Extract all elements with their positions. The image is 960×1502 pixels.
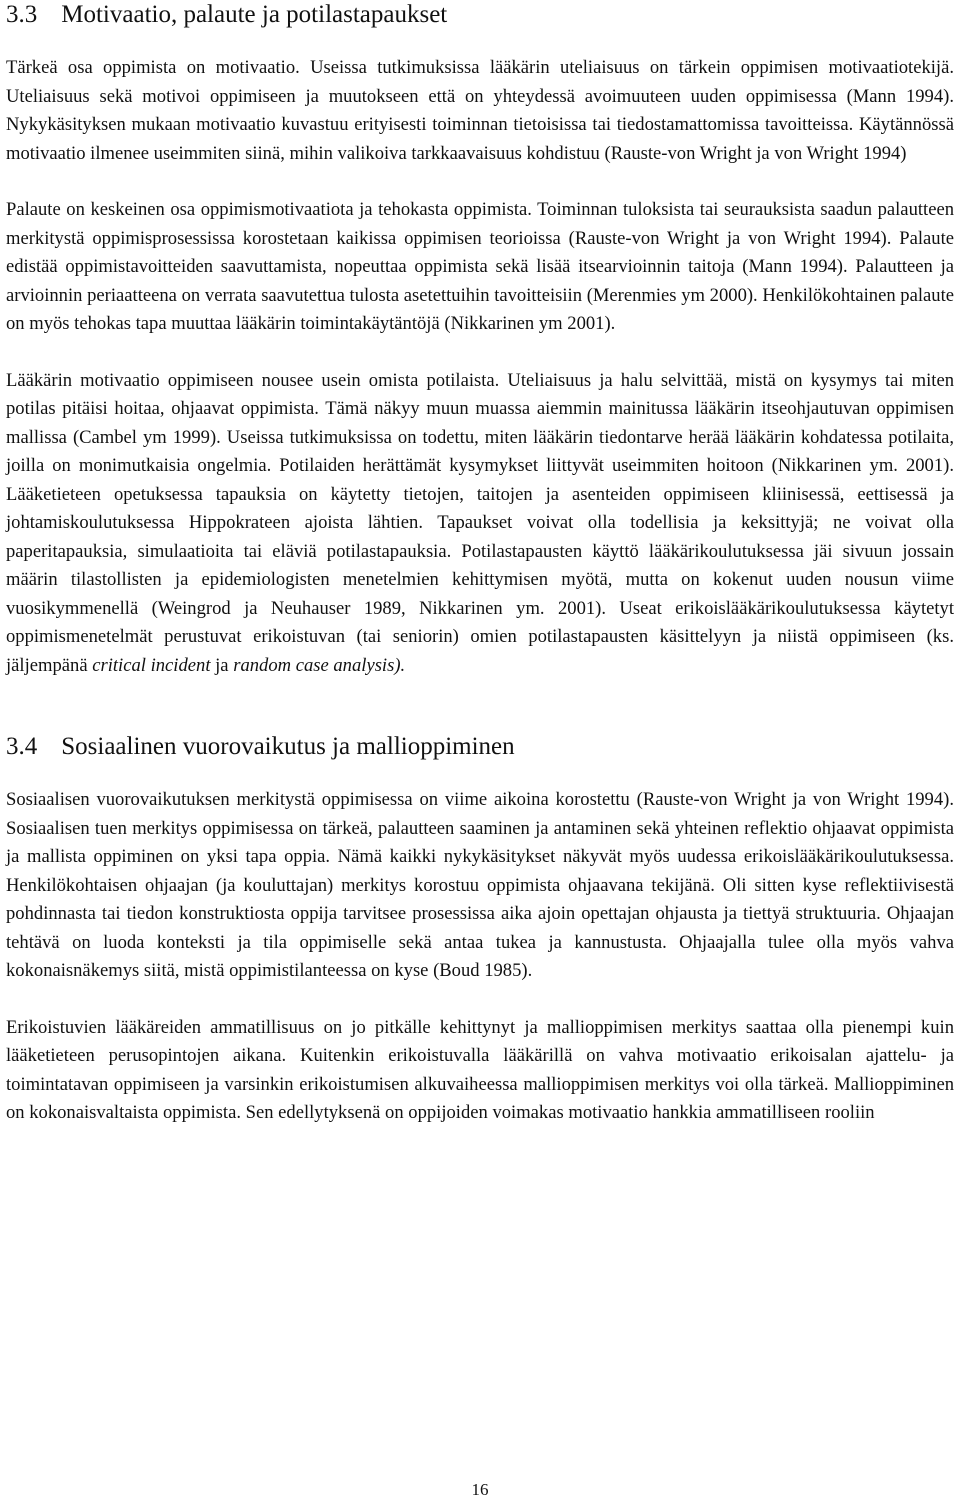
- paragraph-motivation: Tärkeä osa oppimista on motivaatio. Useissa tutkimuksissa lääkärin uteliaisuus on tärkein oppimisen motivaatiotekijä. Uteliaisuus sekä motivoi oppimiseen ja muutokseen että on yhteydessä avoimuuteen uuden oppimisessa (Mann 1994). Nykykäsityksen mukaan motivaatio kuvastuu erityisesti toiminnan tietoisissa tai tiedostamattomissa tavoitteissa. Käytännössä motivaatio ilmenee useimmiten siinä, mihin valikoiva tarkkaavaisuus kohdistuu (Rauste-von Wright ja von Wright 1994): [6, 57, 954, 164]
- section-title: Sosiaalinen vuorovaikutus ja mallioppiminen: [61, 733, 515, 760]
- paragraph-model-learning: Erikoistuvien lääkäreiden ammatillisuus on jo pitkälle kehittynyt ja mallioppimisen merkitys saattaa olla pienempi kuin lääketieteen perusopintojen aikana. Kuitenkin erikoistuvalla lääkärillä on vahva motivaatio erikoisalan ajattelu- ja toimintatavan oppimiseen ja varsinkin erikoistumisen alkuvaiheessa mallioppimisen merkitys voi olla tärkeä. Mallioppiminen on kokonaisvaltaista oppimista. Sen edellytyksenä on oppijoiden voimakas motivaatio hankkia ammatilliseen rooliin: [6, 1016, 954, 1123]
- paragraph-feedback: Palaute on keskeinen osa oppimismotivaatiota ja tehokasta oppimista. Toiminnan tuloksista tai seurauksista saadun palautteen merkitystä oppimisprosessissa korostetaan kaikissa oppimisen teorioissa (Rauste-von Wright ja von Wright 1994). Palaute edistää oppimistavoitteiden saavuttamista, nopeuttaa oppimista sekä lisää itsearvioinnin taitoja (Mann 1994). Palautteen ja arvioinnin periaatteena on verrata saavutettua tulosta asetettuihin tavoitteisiin (Merenmies ym 2000). Henkilökohtainen palaute on myös tehokas tapa muuttaa lääkärin toimintakäytäntöjä (Nikkarinen ym 2001).: [6, 199, 954, 334]
- section-heading-3-3: [6, 0, 954, 30]
- section-number: 3.3: [6, 1, 38, 28]
- paragraph-patient-cases: [6, 367, 954, 681]
- paragraph-social-interaction: Sosiaalisen vuorovaikutuksen merkitystä oppimisessa on viime aikoina korostettu (Rauste-von Wright ja von Wright 1994). Sosiaalisen tuen merkitys oppimisessa on tärkeä, palautteen saaminen ja antaminen sekä yhteinen reflektio ohjaavat oppimista ja mallista oppiminen on yksi tapa oppia. Nämä kaikki nykykäsitykset näkyvät myös uudessa erikoislääkärikoulutuksessa. Henkilökohtaisen ohjaajan (ja kouluttajan) merkitys korostuu oppimista ohjaavana tekijänä. Oli sitten kyse reflektiivisestä pohdinnasta tai tiedon konstruktiosta oppija tarvitsee prosessissa aika ajoin opettajan ohjausta ja tiettyä struktuuria. Ohjaajan tehtävä on luoda konteksti ja tila oppimiselle sekä antaa tukea ja kannustusta. Ohjaajalla tulee olla myös vahva kokonaisnäkemys siitä, mistä oppimistilanteessa on kyse (Boud 1985).: [6, 789, 954, 981]
- document-page: [6, 0, 954, 1128]
- connector-text: ja: [210, 654, 234, 676]
- term-critical-incident: critical incident: [92, 654, 211, 676]
- patient-cases-text: Lääkärin motivaatio oppimiseen nousee usein omista potilaista. Uteliaisuus ja halu selvittää, mistä on kysymys tai miten potilas pitäisi hoitaa, ohjaavat oppimista. Tämä näkyy muun muassa aiemmin mainitussa lääkärin itseohjautuvan oppimisen mallissa (Cambel ym 1999). Useissa tutkimuksissa on todettu, miten lääkärin tiedontarve herää lääkärin kohdatessa potilaita, joilla on monimutkaisia ongelmia. Potilaiden herättämät kysymykset liittyvät useimmiten hoitoon (Nikkarinen ym. 2001). Lääketieteen opetuksessa tapauksia on käytetty tietojen, taitojen ja asenteiden oppimiseen kliinisessä, eettisessä ja johtamiskoulutuksessa Hippokrateen ajoista lähtien. Tapaukset voivat olla todellisia ja keksittyjä; ne voivat olla paperitapauksia, simulaatioita tai eläviä potilastapauksia. Potilastapausten käyttö lääkärikoulutuksessa jäi sivuun jossain määrin tilastollisten ja epidemiologisten menetelmien kehittymisen myötä, mutta on kokenut uuden nousun viime vuosikymmenellä (Weingrod ja Neuhauser 1989, Nikkarinen ym. 2001). Useat erikoislääkärikoulutuksessa käytetyt oppimismenetelmät perustuvat erikoistuvan (tai seniorin) omien potilastapausten käsittelyyn ja niistä oppimiseen (ks. jäljempänä: [6, 369, 954, 676]
- section-number: 3.4: [6, 733, 38, 760]
- page-number: 16: [471, 1480, 489, 1499]
- section-heading-3-4: [6, 732, 954, 762]
- section-title: Motivaatio, palaute ja potilastapaukset: [61, 1, 448, 28]
- term-random-case-analysis: random case analysis).: [233, 654, 406, 676]
